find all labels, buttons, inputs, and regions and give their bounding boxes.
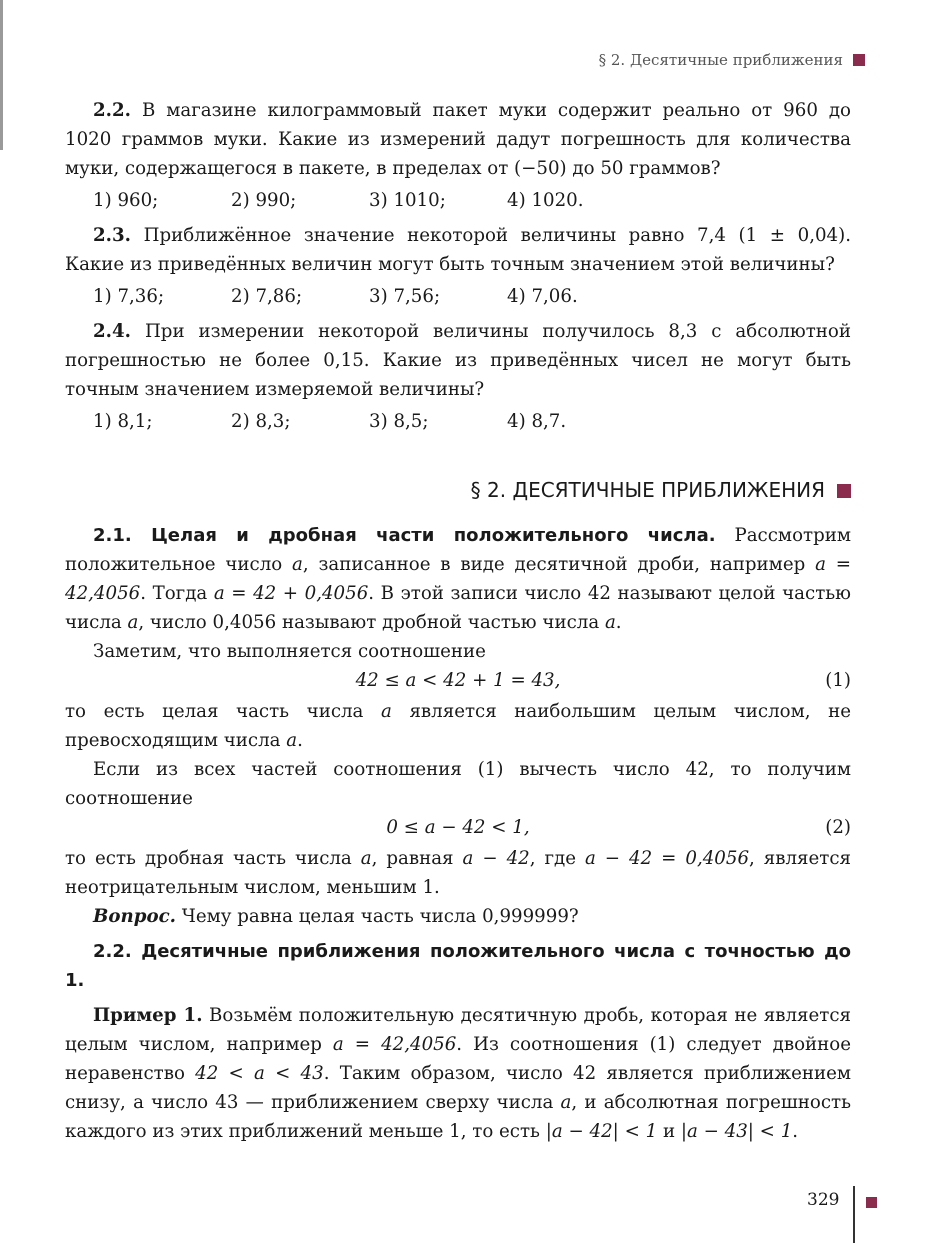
text-run: , записанное в виде десятичной дроби, например	[302, 554, 816, 575]
formula-2	[65, 813, 851, 844]
text-run: является наибольшим целым числом, не превосходящим числа	[65, 701, 851, 751]
exercise-number: 2.3.	[93, 225, 131, 246]
note-text: Заметим, что выполняется соотношение	[93, 641, 486, 662]
text-run: , и абсолютная погрешность каждого из этих приближений меньше 1, то есть	[65, 1092, 852, 1142]
example-label: Пример 1.	[93, 1005, 203, 1026]
subtract-text: Если из всех частей соотношения (1) вычесть число 42, то получим соотношение	[65, 759, 851, 809]
answer-option: 1) 8,1;	[93, 411, 153, 432]
inline-equation: a − 42 = 0,4056	[584, 848, 750, 869]
answer-option: 3) 7,56;	[369, 286, 441, 307]
inline-equation: 42 < a < 43	[195, 1063, 324, 1084]
exercise-text: В магазине килограммовый пакет муки содержит реально от 960 до 1020 граммов муки. Какие из измерений дадут погрешность для количества муки, содержащегося в пакете, в пределах от (−50) до 50 граммов?	[65, 100, 851, 179]
exercise-2-2	[65, 96, 851, 183]
inline-equation: |a − 43| < 1	[680, 1121, 793, 1142]
subsection-heading: 2.1. Целая и дробная части положительного числа.	[93, 525, 716, 546]
section-square-icon	[837, 484, 851, 498]
formula-expression: 0 ≤ a − 42 < 1,	[386, 817, 530, 838]
inline-equation: a = 42 + 0,4056	[213, 583, 369, 604]
running-head-square-icon	[853, 54, 865, 66]
formula-expression: 42 ≤ a < 42 + 1 = 43,	[355, 670, 561, 691]
page-square-icon	[866, 1197, 877, 1208]
exercise-number: 2.2.	[93, 100, 131, 121]
running-head	[599, 48, 865, 72]
text-run: .	[615, 612, 622, 633]
formula-number: (2)	[825, 817, 851, 838]
after-formula-2	[65, 844, 851, 902]
page-number: 329	[807, 1190, 840, 1210]
variable: a	[560, 1092, 572, 1113]
text-run: Возьмём положительную десятичную дробь, которая не является целым числом, например	[65, 1005, 851, 1055]
text-run: .	[297, 730, 303, 751]
exercise-number: 2.4.	[93, 321, 131, 342]
text-run: , где	[529, 848, 585, 869]
inline-equation: a − 42	[462, 848, 530, 869]
inline-equation: |a − 42| < 1	[545, 1121, 658, 1142]
subsection-2-1-intro	[65, 521, 851, 637]
footer-rule	[853, 1186, 855, 1243]
exercise-2-3	[65, 221, 851, 279]
variable: a	[127, 612, 139, 633]
formula-number: (1)	[825, 670, 851, 691]
answer-option: 2) 8,3;	[231, 411, 291, 432]
text-run: .	[792, 1121, 799, 1142]
exercise-text: Приближённое значение некоторой величины равно 7,4 (1 ± 0,04). Какие из приведённых величин могут быть точным значением этой величины?	[65, 225, 851, 275]
question-text: Чему равна целая часть числа 0,999999?	[175, 906, 579, 927]
variable: a	[292, 554, 303, 575]
text-run: , равная	[371, 848, 463, 869]
question-label: Вопрос.	[93, 906, 176, 927]
inline-equation: a = 42,4056	[332, 1034, 457, 1055]
question	[65, 902, 851, 931]
exercise-2-2-answers	[65, 186, 851, 215]
text-run: , число 0,4056 называют дробной частью числа	[138, 612, 605, 633]
exercise-text: При измерении некоторой величины получилось 8,3 с абсолютной погрешностью не более 0,15. Какие из приведённых чисел не могут быть точным значением измеряемой величины?	[65, 321, 851, 400]
section-title	[65, 476, 851, 505]
text-run: , является неотрицательным числом, меньшим 1.	[65, 848, 852, 898]
left-margin-rule	[0, 0, 3, 150]
subsection-2-2-heading	[65, 937, 851, 995]
text-run: . Таким образом, число 42 является приближением снизу, а число 43 — приближением сверху числа	[65, 1063, 852, 1113]
answer-option: 2) 990;	[231, 190, 297, 211]
answer-option: 4) 8,7.	[507, 411, 567, 432]
after-formula-1	[65, 697, 851, 755]
page-content	[65, 96, 851, 1146]
text-run: Рассмотрим положительное число	[65, 525, 851, 575]
answer-option: 1) 960;	[93, 190, 159, 211]
text-run: то есть дробная часть числа	[65, 848, 361, 869]
text-run: . Тогда	[140, 583, 214, 604]
subsection-heading: 2.2. Десятичные приближения положительного числа с точностью до 1.	[65, 941, 851, 991]
answer-option: 4) 7,06.	[507, 286, 578, 307]
variable: a	[381, 701, 392, 722]
exercise-2-4	[65, 317, 851, 404]
running-head-text: § 2. Десятичные приближения	[598, 51, 843, 69]
variable: a	[360, 848, 372, 869]
text-run: . Из соотношения (1) следует двойное неравенство	[65, 1034, 851, 1084]
example-1	[65, 1001, 851, 1146]
exercise-2-4-answers	[65, 407, 851, 436]
answer-option: 3) 8,5;	[369, 411, 429, 432]
exercise-2-3-answers	[65, 282, 851, 311]
variable: a	[286, 730, 298, 751]
answer-option: 1) 7,36;	[93, 286, 165, 307]
text-run: . В этой записи число 42 называют целой частью числа	[65, 583, 851, 633]
text-run: и	[657, 1121, 681, 1142]
answer-option: 2) 7,86;	[231, 286, 303, 307]
text-run: то есть целая часть числа	[65, 701, 382, 722]
section-title-text: § 2. ДЕСЯТИЧНЫЕ ПРИБЛИЖЕНИЯ	[470, 478, 825, 502]
variable: a	[604, 612, 616, 633]
answer-option: 4) 1020.	[507, 190, 584, 211]
formula-1	[65, 666, 851, 697]
answer-option: 3) 1010;	[369, 190, 446, 211]
inline-equation: a = 42,4056	[65, 554, 851, 604]
